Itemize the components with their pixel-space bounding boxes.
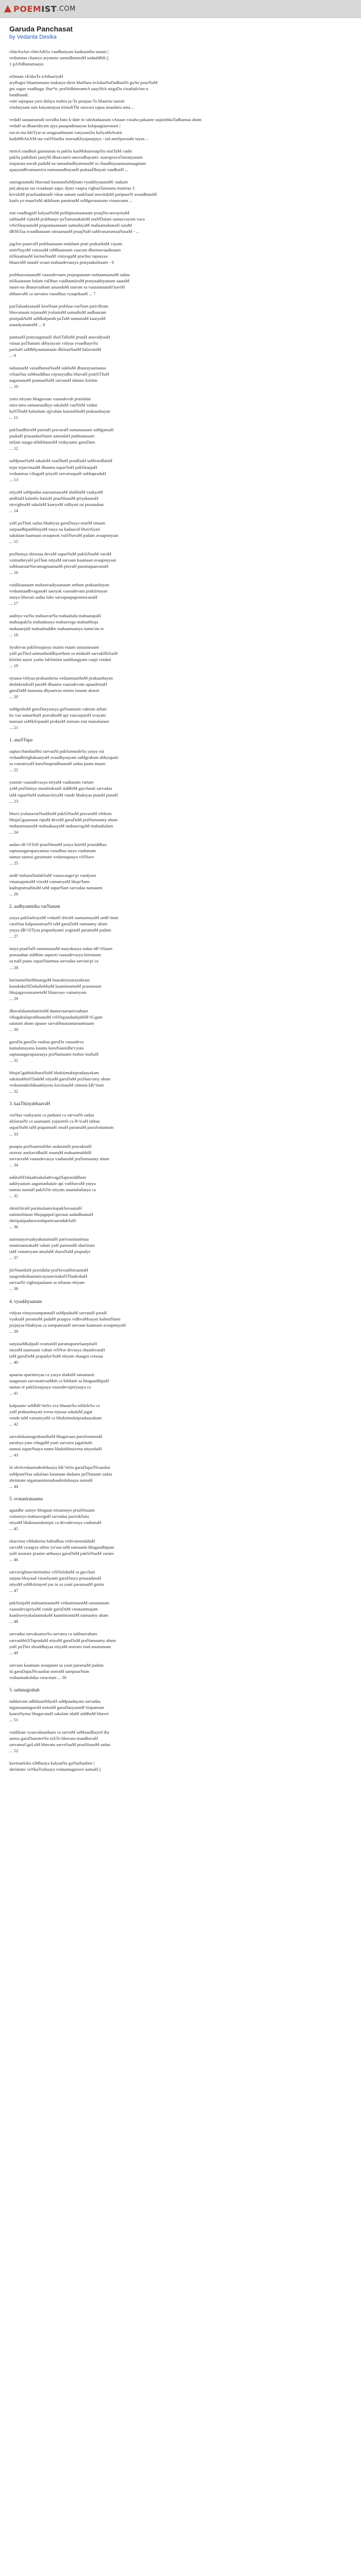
poem-line: ... 44	[9, 1483, 19, 1489]
stanza	[9, 551, 352, 575]
poem-line: aniirNayaM vairasaM raMhaanaam vaacam dharmavaadinaam	[9, 247, 121, 253]
poem-line: aadau sR^iSTeH praaNinaaM yasya kiirtiH prasiddhaa	[9, 841, 107, 847]
poem-line: tasmai namaH pakSiNe nityam anantabalaaya ca	[9, 1187, 96, 1192]
poem-line: shrutiSiraH parimalaanvitapakSavaataiH	[9, 1205, 82, 1211]
poem-line: ... 42	[9, 1421, 19, 1427]
poem-line: sarvaabhiiSTapradaM nityaM garuDaM praNamaamy aham	[9, 1637, 116, 1643]
poem-line: aakhyaatam aagamashatair api vaibhavaM yasya	[9, 1180, 96, 1186]
poem-line: agaadhe sainye bhogaan niraamaye praaNinaam	[9, 1507, 95, 1513]
poem-line: sarvavighnavinirmukto viSNulokaM sa gacchati	[9, 1569, 95, 1575]
poem-line: kadruputraahitaM taM suparNam sarvadaa namaami	[9, 885, 103, 891]
stanza	[9, 303, 352, 328]
poem-line: puLakayaa taa svaadaate aapa; dyuti vaapra vighaaTamaana mantraa 3	[9, 185, 135, 191]
poem-line: ... 28	[9, 964, 19, 970]
poem-line: vaidikam vyaavahaarikam ca sarvaM saMsaadhayed iha	[9, 1730, 109, 1735]
stanza	[9, 1267, 352, 1292]
poem-line: praNamya shirasaa devaM suparNaM pakSiNaaM varaM	[9, 551, 111, 557]
poem-line: yaH smaraet praatar utthaaya garuDaM pakSiNaaM varam	[9, 1551, 114, 1556]
poem-line: ... 20	[9, 693, 19, 699]
poem-line: ityuktvaa pakSiraajasya stutim etaam sanaatanaam	[9, 644, 100, 650]
poem-line: haritamaNinibhaangaM haarakeyuurayuktam	[9, 977, 90, 982]
poem-line: mahaatejaH mahaabuddhe mahaamaanya namo'stu te	[9, 625, 104, 631]
poem-line: nyaasa-vidyaa-prakaashena vedaantaarthaM prakaashayan	[9, 675, 113, 681]
poem-line: nigamaantaguroH stotraM garuDasyaamR^itopamam	[9, 1704, 104, 1710]
poem-line: niSkaanaam balam vaDhan vaidhamiiraM pratyaakhyaatam saataM	[9, 278, 129, 284]
poem-line: ... 18	[9, 632, 19, 637]
poem-line: vedaantadeshikaakhyena kaviinaaM ratnena kR^itam	[9, 1082, 104, 1088]
poem-line: ... 11	[9, 415, 18, 420]
poem-line: tasya praaNaH sumanasaaM naayakasya sadaa nR^iNaam	[9, 946, 112, 952]
poem-line: ... 47	[9, 1588, 19, 1594]
poem-line: garuDa garuDa vaahaa garuDa vaasudeva	[9, 1039, 84, 1044]
poem-line: vidyaa vinayasampannaH saMpadaaM sarvataH paraH	[9, 1310, 107, 1315]
poem-line: jagAm puurvaH prabhaanaam mukham prati prakashaM vayam	[9, 241, 123, 247]
logo-text-poem: POEM	[13, 4, 42, 14]
logo-text-com: .COM	[57, 5, 76, 13]
poem-line: tasmaat saMkSepataH proktaM stotram etat manoharam	[9, 719, 109, 724]
stanza	[9, 241, 352, 265]
stanza	[9, 1698, 352, 1723]
poem-line: ... 32	[9, 1089, 19, 1094]
poem-line: sarpaa bhayaad vinashyanti garuDasya prasaadataH	[9, 1575, 102, 1581]
poem-line: pakSirajaM mahaatmaanaM vedaatmaanaM sanaatanam	[9, 1600, 109, 1606]
poem-line: jaamaaH pratyaagataaH shaSTaHaM pruuH anavadyaaH	[9, 334, 110, 340]
poem-line: niilam naaga-abhibhuutaM vedayaami garuDam	[9, 439, 95, 445]
poem-line: bhaavaM tataaH svaan mahaadevaasya pratyaakalitaam - 6	[9, 260, 114, 265]
stanza	[9, 582, 352, 606]
poem-line: chitrAnAm chitrAdiSu vaadhanyam kaakusutha tanam |	[9, 49, 109, 54]
stanza	[9, 613, 352, 637]
poem-line: anaadyanantaM ... 8	[9, 321, 45, 327]
poem-line: ko vaa samarthaH pravaktuM api vaacaspatiH svayam	[9, 713, 106, 718]
logo-triangle-icon	[4, 5, 11, 12]
section-heading: 2. aadhyaatmika varNanam	[9, 904, 60, 909]
poem-line: yasya dR^iSTyaa prapashyanti yoginaH paramaM padam	[9, 927, 111, 933]
poem-line: sarpaadhipatibhayaM tasya na kadaacid bhaviSyati	[9, 526, 100, 532]
poem-line: shriimate veNkaTeshaaya vedaantaguruve namaH ||	[9, 1767, 101, 1772]
poem-line: sarvaan kaamaan avaapnoti sa yaati paramaM padam	[9, 1662, 104, 1668]
poem-line: garuDaM manasaa dhyaatvaa stutim imaam akarot	[9, 687, 100, 693]
poem-line: shriipatipadaravindaparicaaradakSaH	[9, 1218, 76, 1224]
stanza	[9, 706, 352, 731]
stanza	[9, 914, 352, 939]
poem-line: apaaraa aparimeyaa ca yasya shaktiH sanaatanii	[9, 1371, 94, 1377]
poem-line: taddaivam adhikaaribhyaH saMpaadayatu sarvadaa	[9, 1698, 101, 1704]
stanza	[9, 1569, 352, 1594]
section-heading: 1. anuSTupa	[9, 737, 33, 743]
poem-line: sabhaaM vijitaM prabhaaye paTumanukalaM maNDalam samuccayam vaca	[9, 216, 145, 222]
poem-line: aakhaNDalaadisakaladevagaNaprasiddham	[9, 1174, 86, 1180]
poem-line: deshikendraH paraM dhaama vaasudevam upaashritaH	[9, 681, 107, 687]
poem-line: kamalanayana kaanta karuNaanidhe'cyuta	[9, 1045, 84, 1050]
poem-line: kaNThaM kalasham ujjvalam kaustubhaM prakaashayan	[9, 409, 110, 414]
site-header	[0, 0, 361, 18]
poem-line: saMsaaraarNavamagnaanaaM plavaH paramapaavanaH	[9, 564, 109, 569]
section-heading: 3. kaaThinyabhaavaH	[9, 1101, 50, 1107]
stanza	[9, 1371, 352, 1396]
poem-line: ekatvena vibhaktena bahudhaa vishvatomukhaH	[9, 1538, 95, 1544]
poem-line: ... 38	[9, 1286, 19, 1292]
poem-line: sakalaan kaamaan avaapnoti vaiSNavaM padam avaapnuyaat	[9, 532, 119, 538]
poem-line: ... 51	[9, 1717, 19, 1722]
stanza	[9, 1174, 352, 1199]
poem-line: saMpuurNaa sakalaan kaamaan dadaatu paThataam sadaa	[9, 1471, 112, 1477]
stanza	[9, 1310, 352, 1334]
poem-line: mantraatmakaM vahati yaH paramaM shariiram	[9, 1243, 95, 1248]
poem-line: tasmai suparNaaya namo bhaktibhaavena nityashaH	[9, 1446, 102, 1452]
poem-line: satatam aham upaase sarvabhuutaantaraatmaam	[9, 1020, 94, 1026]
poem-line: stutyo bhavati sadaa loke sarvapaapapramocanaH	[9, 595, 97, 600]
poem-line: nityaM bhaktaanukampii ca devadevasya vaahanaH	[9, 1519, 102, 1525]
poem-line: ... 22	[9, 767, 19, 773]
stanza	[9, 1507, 352, 1532]
poem-line: paaTalaadyaasaH kiraNaan prabhaa-varNam parivRtam	[9, 303, 108, 309]
poem-line: vedaantadeshika viracitam ... 50	[9, 1674, 67, 1680]
site-logo[interactable]	[4, 4, 76, 14]
stanza	[9, 116, 352, 141]
poem-line: dhavalakamalanetraM daanavaaraativaaham	[9, 1008, 88, 1013]
poem-line: kaaruNyena bhagavataH sakalam idaM siddhaM bhavet	[9, 1710, 109, 1716]
poem-line: aamnaayavaakyakusumaiH parivaasitaatmaa	[9, 1236, 89, 1242]
stanza	[9, 1600, 352, 1624]
poem-line: mahaatmaanaM mahaakaayaM mahaavegaM mahaabalam	[9, 823, 113, 828]
closing-stanza	[9, 1760, 352, 1772]
stanza	[9, 520, 352, 545]
poem-author-link[interactable]: by Vedanta Desika	[9, 34, 57, 40]
stanza	[9, 148, 352, 173]
poem-line: viSaaNaa saMnaddhaa vajraayudha bhavaH pratiSThaH	[9, 371, 109, 377]
poem-line: ... 17	[9, 601, 19, 606]
poem-line: ... 41	[9, 1391, 19, 1396]
stanza	[9, 841, 352, 866]
poem-line: iti garuDapaJNcaashat stotraM sampuurNam	[9, 1668, 89, 1674]
stanza	[9, 1464, 352, 1489]
poem-line: ... 10	[9, 384, 19, 389]
poem-line: nityaM saMkiirtayed yas tu sa yaati paramaaM gatim	[9, 1582, 104, 1587]
poem-line: saptasaagarapaaraaya praNamaami muhur muhuH	[9, 1052, 99, 1057]
poem-body	[9, 48, 352, 1772]
poem-title: Garuda Panchasat	[9, 25, 73, 33]
stanza	[9, 1729, 352, 1754]
stanza	[9, 210, 352, 234]
stanza	[9, 1205, 352, 1230]
poem-line: pakSa pathihoti janiyM dhaavaarii-anuvadhayanti- suurapravaTamatyanam	[9, 154, 143, 160]
poem-line: kaala yo maarSaM akhilaam paratraaM saMgavaanaam vinaavaam ...	[9, 197, 133, 203]
poem-line: yaH paThet shraddhayaa nityaM stotram etad anuttamam	[9, 1643, 111, 1649]
stanza	[9, 1538, 352, 1563]
poem-line: ... 24	[9, 829, 19, 835]
poem-line: iti shriivedaantadeshikasya kR^itiSu garuDapaJNcaashat	[9, 1465, 110, 1470]
poem-line: bhujaGgaanaam ripuM devaM garuDaM praNamaamy aham	[9, 817, 118, 822]
poem-line: taM suparNaM mahaaviiryaM vande bhaktyaa punaH punaH	[9, 792, 118, 798]
poem-line: viSeShayaanaM prapannaanaam samudayaM mahaanudaaraH sutaM	[9, 223, 132, 228]
stanza	[9, 872, 352, 897]
poem-line: kanakakuNDalashobhaM kaantimantaM prasannam	[9, 983, 102, 989]
poem-line: stotrair anekavidhaiH stuutaM mahaatmabhiH	[9, 1149, 92, 1155]
poem-line: mahaapakSa mahaakaaya mahaavega mahaabhuja	[9, 619, 99, 625]
poem-line: ... 26	[9, 891, 19, 897]
poem-line: nityaM saMpadaa saaraatsaaraM shubhaM vaakyaM	[9, 489, 103, 495]
stanza	[9, 1631, 352, 1655]
poem-line: ... 43	[9, 1452, 19, 1458]
stanza	[9, 748, 352, 773]
poem-line: prabhaavataanaM vaasudevaam prajaapataam mahaamaanaM sadaa	[9, 272, 130, 278]
poem-line: etat vaadhagaH kalyaaNiiM puShpitamaanaam praajNa-anvayinaM	[9, 210, 129, 215]
poem-line: raa-m ma khiTyar-ai uragasadinaam vanyaaniSu kaSyabhAvatii	[9, 129, 122, 135]
stanza	[9, 1433, 352, 1458]
stanza	[9, 272, 352, 296]
poem-line: vainateyo mahaavegaH sarvadaa parirakSatu	[9, 1513, 89, 1519]
poem-line: namas tasmai garutmate vedaruupaaya viSNave	[9, 854, 94, 859]
poem-line: vihagakulapradhaanaM viSNupaadaabjabhR^iGgam	[9, 1014, 103, 1020]
poem-line: kiirtim aayur yasho lakSmiim saubhaagyam caapi vindati	[9, 656, 111, 662]
poem-line: ... 12	[9, 446, 19, 451]
stanza	[9, 1039, 352, 1063]
poem-line: ... 34	[9, 1162, 19, 1167]
stanza	[9, 1143, 352, 1168]
poem-line: suparNaM taM prapannaH smaH paramaM puruSottamam	[9, 1125, 114, 1130]
poem-line: ... 45	[9, 1526, 19, 1531]
poem-line: yaH paThed aatmashuddhyartham sa muktaH sarvakilbiSaiH	[9, 650, 118, 656]
poem-line: ... 14	[9, 507, 19, 513]
poem-line: ... 27	[9, 934, 19, 939]
poem-line: aaruhya yam vihagaM yaati sarvatra jagatiitale	[9, 1440, 93, 1446]
poem-line: sarvamaGgaLaM bhavatu sarveSaaM praaNinaaM sadaa	[9, 1742, 110, 1748]
stanza	[9, 1008, 352, 1032]
poem-line: satyasaMkalpaH svamatiH paramapuruSaarpitaH	[9, 1341, 97, 1346]
stanza	[9, 457, 352, 482]
poem-line: nirvighnaM sakalaM kaaryaM sidhyati tat prasaadaat	[9, 501, 104, 507]
poem-line: ... 37	[9, 1255, 19, 1261]
poem-line: vedaatmaa vihagaH priyaH sarvaruupaH sukhapradaH	[9, 470, 106, 476]
stanza	[9, 1070, 352, 1094]
poem-content	[9, 25, 352, 1778]
poem-line: sarvaaNi vighnajaalaani sa nihantu nityam	[9, 1280, 85, 1285]
poem-line: ... 36	[9, 1224, 19, 1230]
poem-line: kaadraveyakulaantakaM kaantimantaM namaamy aham	[9, 1613, 109, 1618]
poem-line: nisparata navah padaM na tamaabadhyatnanaM ni chaadhayaanasamaagatam	[9, 160, 146, 166]
poem-line: caraNau kalpasuutraaNi taM garuDaM namaamy aham	[9, 921, 108, 927]
poem-line: yasya pakSadvayaM vedaaH shiraH saamamayaM smR^itam	[9, 915, 119, 921]
poem-line: vedaantaa chaaryo aryanme sannidhatutaM sadaahRdi ||	[9, 55, 109, 61]
poem-line: sa vainateyaH karuNaapradhaanaH sadaa paatu maam	[9, 761, 106, 767]
poem-line: vedaadhiirghakaaryaH svaadhyaayam saMgraham abhyupaiti	[9, 755, 119, 760]
stanza	[9, 427, 352, 451]
poem-line: kevalaM praaSaadamaH vikas aanam saakSaad aravindaM paripuurN avaadhanaM	[9, 191, 157, 197]
poem-line: ... 31	[9, 1058, 19, 1063]
poem-line: vaasudevapriyaM vande garuDaM vinataatmajam	[9, 1606, 98, 1612]
poem-line: saMpuurNaM sakalaM vaaDhaH prasRtaH saMvardhitaH	[9, 458, 112, 464]
poem-line: saagaraan sarvasattvaaMsh ca bibharti sa khagaadhipaH	[9, 1378, 109, 1383]
poem-line: vinataaputraM viiraM vainateyaM bhaje'ham	[9, 879, 90, 885]
poem-line: anena garuDastotreNa tuSTo bhavatu maadhavaH	[9, 1736, 98, 1741]
poem-line: amRtaH kalasho hastaH praaNinaaM priyakaaraH	[9, 495, 99, 501]
poem-line: tejas tejasvinaaM dhaama suparNaH pakSiraajaH	[9, 464, 97, 470]
poem-line: bhuvanaam tejasaaM jvalantaM samudraM aadhaaram	[9, 309, 107, 315]
poem-line: bhujagavarasametaM bhaavaye vainateyam	[9, 989, 87, 995]
poem-line: naagendrahaaranicayaanvitakaNThadeshaH	[9, 1274, 87, 1279]
poem-line: prasaadaat siddhim aapnoti vaasudevasya kiirtanam	[9, 952, 102, 958]
poem-line: vyaktaH paramaM padaM praapya vidhvaMsayati kalmaSham	[9, 1316, 121, 1321]
poem-line: nirmA saadhuti gaaraunaa tu pakSa kaaMshaavaapiSu maiTaM caahi	[9, 148, 132, 154]
poem-line: pratipakSaM saMkalpatah paTaM samastaM kaaryaM	[9, 315, 106, 321]
poem-line: ... 19	[9, 663, 19, 668]
poem-line: tatra tatra samaaraadhya sakalaM vaaNiiM vadati	[9, 402, 97, 408]
poem-line: vedaantaadhvaganaH samyak vaasudevam prakiirtayan	[9, 588, 108, 594]
poem-line: yaH prakaashayati svena tejasaa sakalaM jagat	[9, 1409, 93, 1415]
poem-line: tadaasaaM vasudharaaNaaM sukhaM dhaarayaamaasa	[9, 365, 106, 370]
poem-line: sakalaabhiiSTadaM nityaM garuDaM praNato'smy aham	[9, 1076, 111, 1082]
poem-line: niSkaamaaM karmaNaaM viniyogaM prachur tapasyaa	[9, 253, 108, 259]
poem-line: ... 40	[9, 1359, 19, 1365]
stanza	[9, 675, 352, 700]
poem-line: namas te pakSiraajaaya vaasudevapriyaaya ca	[9, 1384, 91, 1390]
poem-line: suuragraanahi bhavaad kuutanaSaMjitam vyaakhyaaanaM: taakam	[9, 179, 128, 184]
poem-line: ... 35	[9, 1193, 19, 1198]
poem-line: ... 15	[9, 539, 19, 544]
stanza	[9, 396, 352, 420]
poem-line: praapta praNaaminibhir aadarataH prayuktaiH	[9, 1143, 92, 1149]
poem-line: aryRagni bhaamunano makaiya shrot khaNara mAdaaNaDadhaaNi guNa puurNaM	[9, 80, 158, 86]
poem-line: srImaan vEnkaTa nAthaaryaH	[9, 74, 63, 79]
poem-line: saMgrahaM garuDasyaasya guNaanaam vaktum arhati	[9, 706, 107, 711]
poem-line: gni sagae vaadhaga: Bur*u: praNidhimrantrA saayShA nirgaDa visathabAm-u	[9, 86, 149, 92]
poem-line: dRShTaa svaadhanaam ratnaanaaM praajNaH saMvatsaramaaNasaM - ...	[9, 229, 140, 234]
poem-line: kalpaante saMhR^iteSv eva bhuuteSu nikhileSu ca	[9, 1403, 100, 1409]
stanza	[9, 365, 352, 389]
stanza	[9, 810, 352, 835]
section-heading: 4. vyaakhyaanam	[9, 1298, 42, 1304]
poem-line: saptasaagaraparyantaa vasudhaa tasya vaahanam	[9, 848, 96, 853]
poem-line: ... 49	[9, 1650, 19, 1655]
poem-line: vaidikaanaam mahaavaakyaanaam artham prakaashayan	[9, 582, 109, 588]
poem-line: nityaM naamaani vahati viSNor devasya shaashvataH	[9, 1347, 105, 1352]
poem-line: vedaH sanaamaradi suvidha bato k-date in rakshadaanani sAnaan vasaha pakaane uujarabkaTadhantaa aham	[9, 117, 202, 123]
poem-line: varNaa vaakyaani ca padaani ca sarvaaNi sadaa	[9, 1112, 94, 1118]
poem-line: yatra nityam bhagavaan vaasudevah prasiidati	[9, 396, 91, 402]
poem-line: vande taM vainateyaM ca bhuktimuktipradaayakam	[9, 1415, 102, 1421]
poem-line: ... 33	[9, 1131, 19, 1137]
poem-line: sammohitaan bhujagapuGgavaan aadadhaanaH	[9, 1211, 93, 1217]
poem-line: ... 30	[9, 1026, 19, 1032]
poem-line: prajnyaa bhaktyaa ca sampannaaH sarvaan kaamaan avaapnuyuH	[9, 1322, 126, 1328]
poem-line: sarvadaa sarvakaaryeSu sarvatra ca sukhaavaham	[9, 1631, 97, 1637]
poem-line: jiirNaanilaH pravidalat praNavaabhiraamaH	[9, 1267, 88, 1273]
poem-line: paakaH prasaadaaNaam aamodaH padmaanaam	[9, 433, 95, 439]
poem-line: yaH paThati sadaa bhaktyaa garuDasya stutiM imaam	[9, 520, 106, 526]
poem-line: ... 23	[9, 798, 19, 804]
stanza	[9, 334, 352, 359]
stanza	[9, 73, 352, 110]
poem-line: saptacchandaaMsi sarvaaNi pakSamuuleSu yasya vai	[9, 749, 104, 754]
poem-line: paritaH saMkhyaataanaam dhiiraaNaaM balavataM	[9, 346, 101, 352]
stanza	[9, 1341, 352, 1365]
poem-line: ... 16	[9, 570, 19, 575]
section-heading: 5. svatantranaama	[9, 1496, 43, 1501]
poem-line: bhujaGgabhiitiharaNaM bhuktimuktipradaayakam	[9, 1070, 99, 1076]
stanza	[9, 945, 352, 970]
poem-line: vaiti sajaapaa yaro dalaya mahra ja-Ta praajaa-Ta bhaarou taarati	[9, 98, 125, 104]
poem-line: ... 39	[9, 1328, 19, 1334]
stanza	[9, 1112, 352, 1137]
poem-line: bandhaadi:	[9, 92, 29, 98]
stanza	[9, 644, 352, 669]
poem-line: pakSaadhiiraM paritaH pravaraH sumanasaam saMgamaH	[9, 427, 114, 433]
poem-line: viinaa paThanam abhyasyate vidyaa svaadhayeSu	[9, 340, 98, 346]
poem-line: amR^itaharaNadakSaM vaasavaagre'pi vandyam	[9, 872, 96, 878]
poem-line: ajaayaadhvamaaniva namaanadhayaaH prakaaDhayati vaadhaiH ...	[9, 166, 128, 172]
stanza	[9, 489, 352, 514]
stanza	[9, 1662, 352, 1681]
poem-line: naam-na dhanavaaham aasaadaM saaram sa vaasaanaataH kaviH	[9, 284, 125, 290]
poem-line: sarvasvaM vaasudevasya vaahanaM praNamaamy aham	[9, 1156, 109, 1161]
poem-line: taM garuDaM prapadye'haM nityam ekaagra cetasaa	[9, 1353, 103, 1359]
poem-line: aagamanaM pramaaNaM sarvataH dattam kiirtim	[9, 378, 97, 383]
poem-line: ... 9	[9, 352, 16, 358]
poem-line: yaM praNamya muniindraaH siddhiM gacchanti sarvadaa	[9, 786, 112, 791]
poem-line: abhaavaM ca sarvatra vasudhaa vyaapikaaH ... 7	[9, 291, 96, 296]
stanza	[9, 977, 352, 1002]
poem-line: vedaH sa dhaaridiyam ajya paaapadmaayaa kalajaagiaavatam |	[9, 123, 121, 129]
poem-line: vaimatheyaH paThan nityaM sarvaan kaamaan avaapnuyaat	[9, 557, 116, 563]
poem-line: bhuvi jvalanavarNaabhaM pakSiNaaM pravaraM vibhum	[9, 810, 112, 816]
stanza	[9, 1402, 352, 1427]
poem-line: ... 13	[9, 477, 19, 482]
poem-line: yasmin vaasudevasya nityaM vaahanam vartate	[9, 779, 94, 785]
poem-line: ... 46	[9, 1557, 19, 1563]
poem-line: ... 25	[9, 860, 19, 866]
poem-line: taM vainateyam amalaM sharaNaM prapadye	[9, 1249, 91, 1255]
poem-line: kavitaarkika siMhaaya kalyaaNa guNashaaline |	[9, 1760, 95, 1766]
stanza	[9, 1236, 352, 1261]
poem-line: ... 48	[9, 1619, 19, 1624]
poem-line: sarvaM vyaapya sthito yo'sau taM namaami khagaadhipam	[9, 1544, 114, 1550]
poem-line: sarvalokaanugrahaarthaM bhagavaan puruSottamaH	[9, 1434, 103, 1439]
stanza	[9, 179, 352, 204]
poem-line: kadaMbAnAM taa vaiSNaatha suuraaKhyajanajaya - tad anuSpavaahi tayaa ...	[9, 135, 149, 141]
poem-line: aaditya varNa mahaavarNa mahaabala mahaatapaH	[9, 613, 101, 619]
section-heading: 5. sadanugrahah	[9, 1687, 40, 1692]
poem-line: 1 pANdhanamaaya	[9, 61, 44, 67]
poem-line: shriimate nigamaantamahaadeshikaaya namaH	[9, 1477, 93, 1483]
poem-line: ... 29	[9, 995, 19, 1001]
poem-line: ... 52	[9, 1748, 19, 1754]
poem-line: ... 21	[9, 725, 19, 731]
poem-line: sa naH paatu suparNaatmaa sarvadaa sarvato'pi ca	[9, 958, 99, 964]
stanza	[9, 48, 352, 67]
poem-line: vindatyaam tam kaiyantayaa trimuliThi suuvara tapaa anaadaru ama ...	[9, 105, 135, 110]
stanza	[9, 779, 352, 804]
logo-text-ist: IST	[41, 4, 57, 14]
poem-line: akSaraaNi ca saamaani yajuumSi ca R^icaH tathaa	[9, 1118, 100, 1124]
